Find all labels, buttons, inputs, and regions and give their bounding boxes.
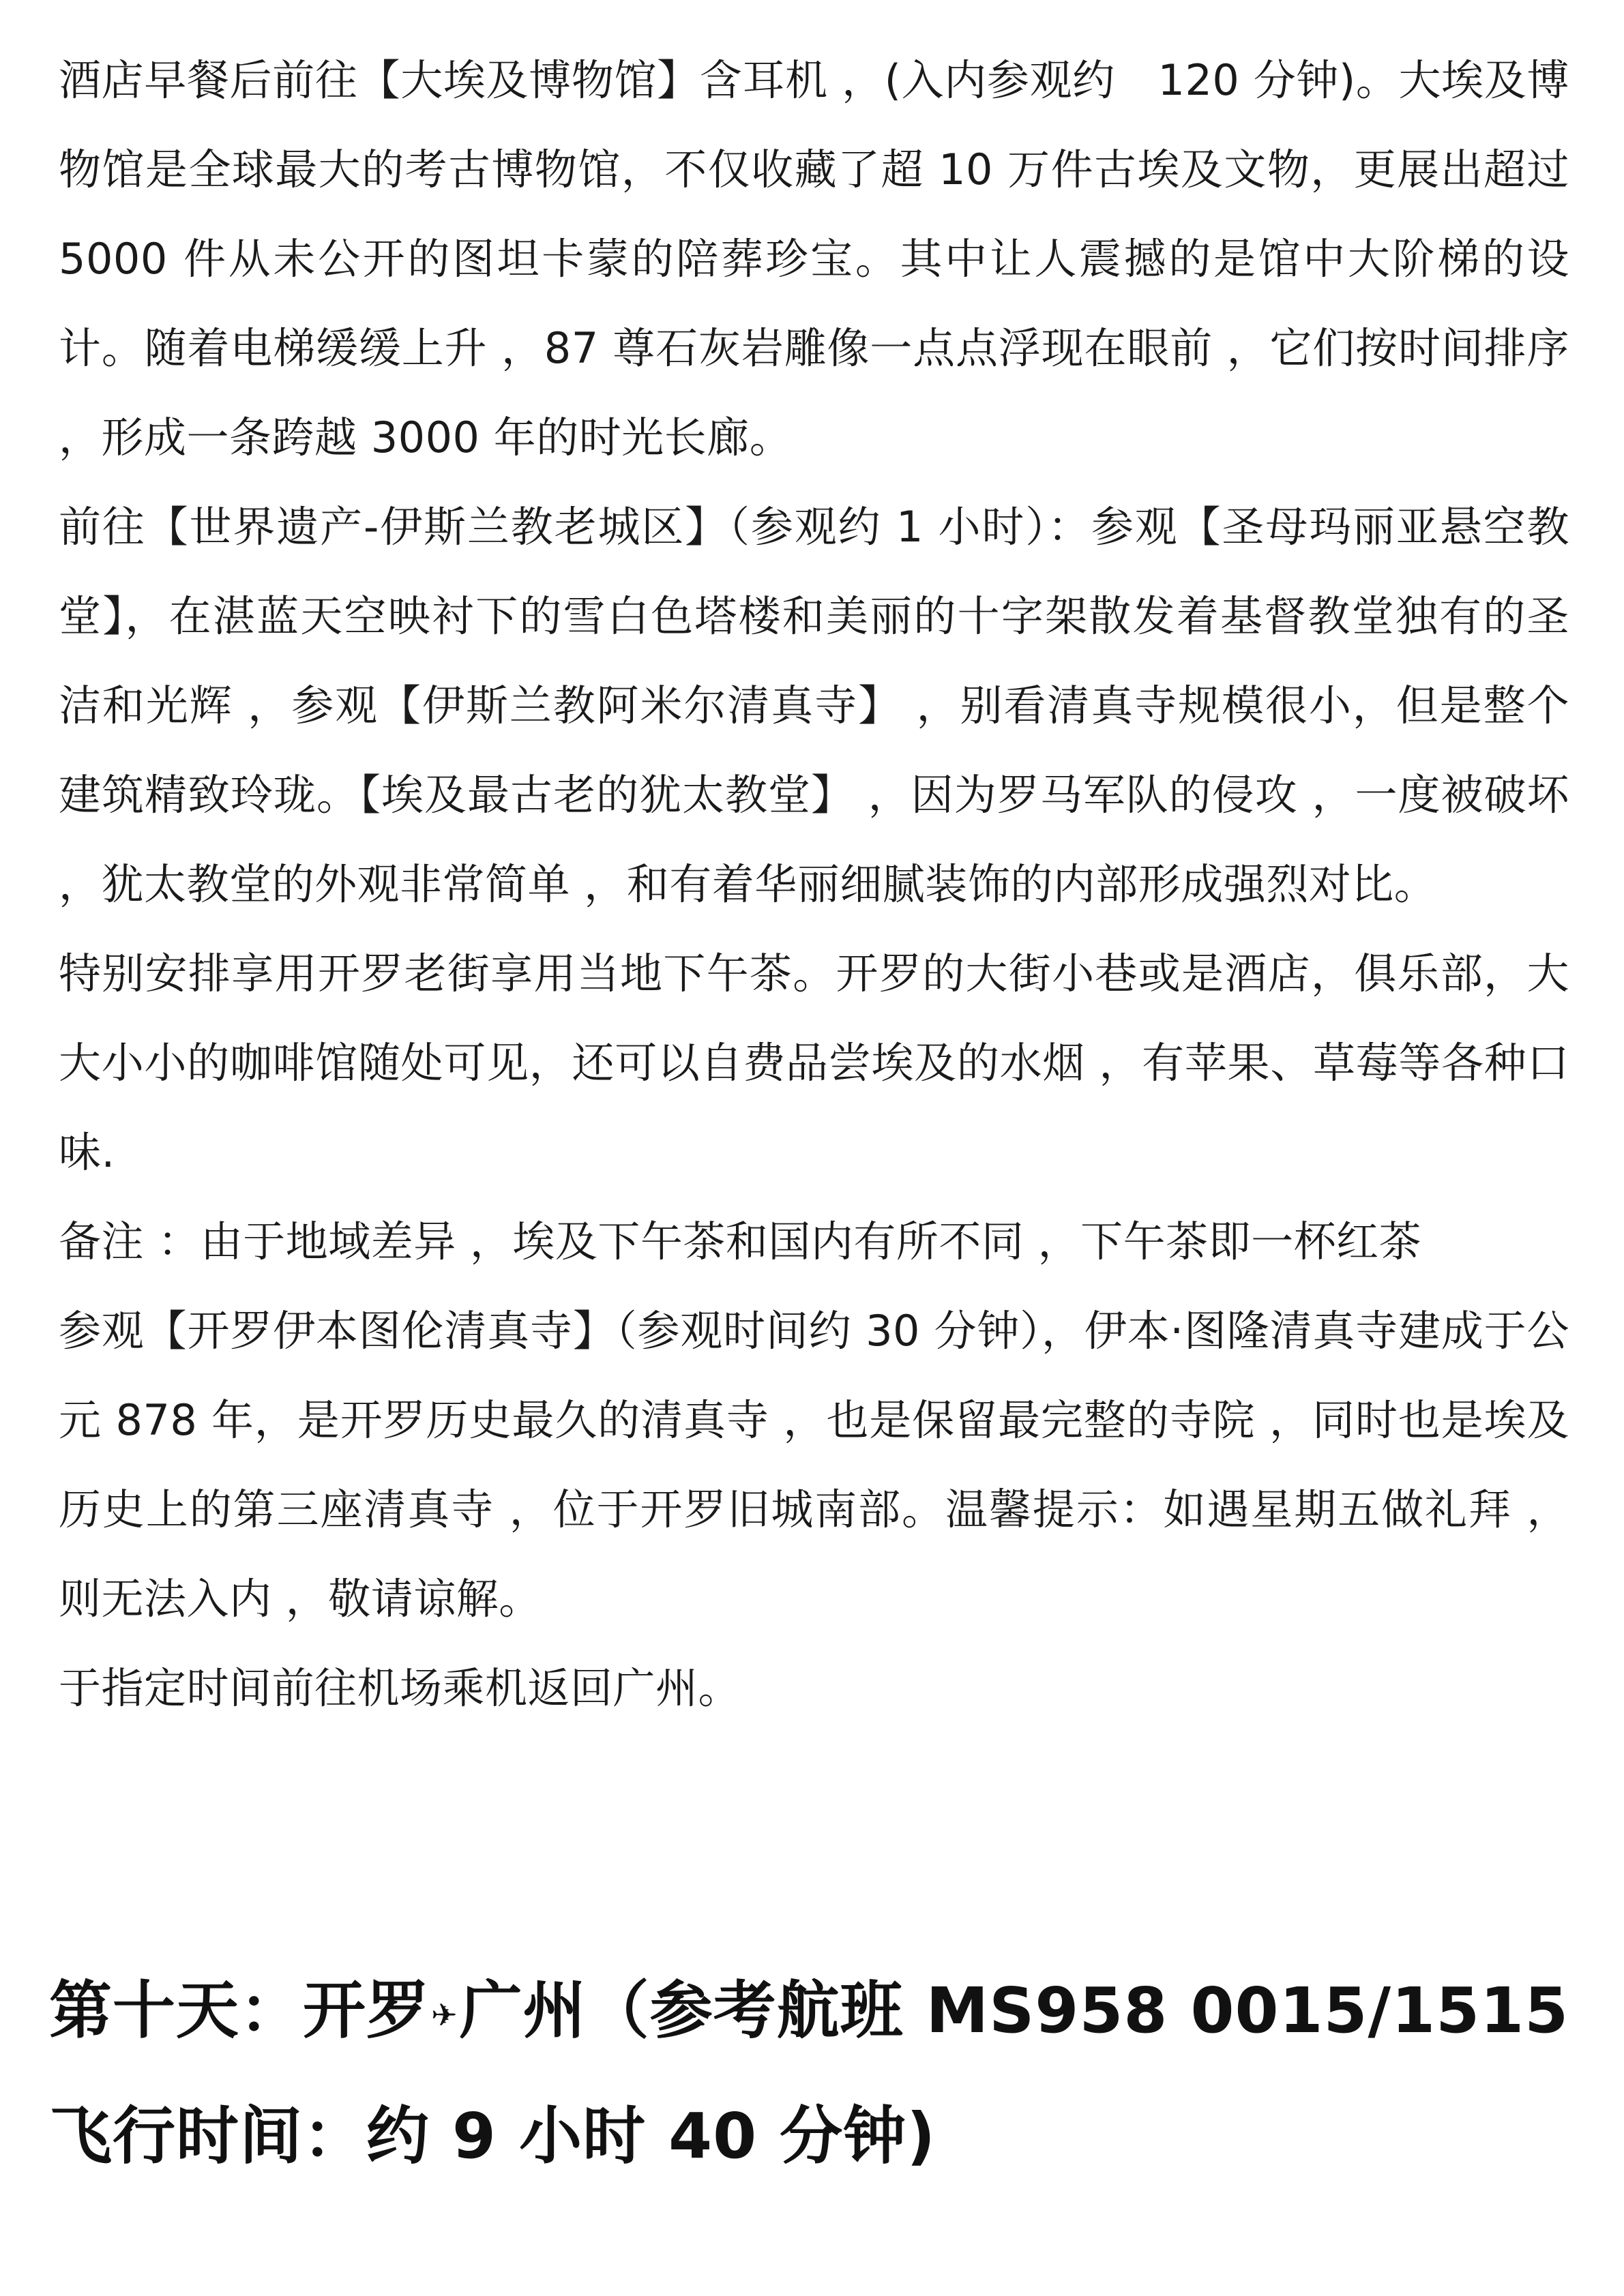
paragraph-tea-note: 备注 ：由于地域差异 ，埃及下午茶和国内有所不同 ，下午茶即一杯红茶	[59, 1217, 1422, 1266]
paragraph-islamic-old-city: 前往【世界遗产-伊斯兰教老城区】（参观约 1 小时）：参观【圣母玛丽亚悬空教堂】，在湛蓝天空映衬下的雪白色塔楼和美丽的十字架散发着基督教堂独有的圣洁和光辉 ，参观【伊斯兰教阿米尔清真寺】 ，别看清真寺规模很小，但是整个建筑精致玲珑。【埃及最古老的犹太教堂】 ，因为罗马军队的侵攻 ，一度被破坏 ，犹太教堂的外观非常简单 ，和有着华丽细腻装饰的内部形成强烈对比。	[59, 502, 1569, 909]
day-ten-heading	[49, 1950, 1577, 2197]
paragraph-afternoon-tea: 特别安排享用开罗老街享用当地下午茶。开罗的大街小巷或是酒店，俱乐部，大大小小的咖啡馆随处可见，还可以自费品尝埃及的水烟 ，有苹果、草莓等各种口味.	[59, 949, 1569, 1177]
paragraph-grand-egyptian-museum: 酒店早餐后前往【大埃及博物馆】含耳机 ，(入内参观约 120 分钟)。大埃及博物馆是全球最大的考古博物馆，不仅收藏了超 10 万件古埃及文物，更展出超过 5000 件从未公开的图坦卡蒙的陪葬珍宝。其中让人震撼的是馆中大阶梯的设计。随着电梯缓缓上升 ，87 尊石灰岩雕像一点点浮现在眼前 ，它们按时间排序 ，形成一条跨越 3000 年的时光长廊。	[59, 55, 1569, 462]
itinerary-body	[59, 35, 1569, 1733]
heading-day-and-origin: 第十天：开罗	[49, 1974, 430, 2047]
heading-destination-and-flight: 广州（参考航班 MS958 0015/1515 飞行时间：约 9 小时 40 分钟)	[49, 1974, 1569, 2173]
airplane-icon: ✈	[431, 1996, 458, 2033]
paragraph-ibn-tulun-mosque: 参观【开罗伊本图伦清真寺】（参观时间约 30 分钟），伊本·图隆清真寺建成于公元 878 年，是开罗历史最久的清真寺 ，也是保留最完整的寺院 ，同时也是埃及历史上的第三座清真寺 ，位于开罗旧城南部。温馨提示：如遇星期五做礼拜 ，则无法入内 ，敬请谅解。	[59, 1306, 1569, 1624]
paragraph-return-flight: 于指定时间前往机场乘机返回广州。	[59, 1663, 741, 1713]
